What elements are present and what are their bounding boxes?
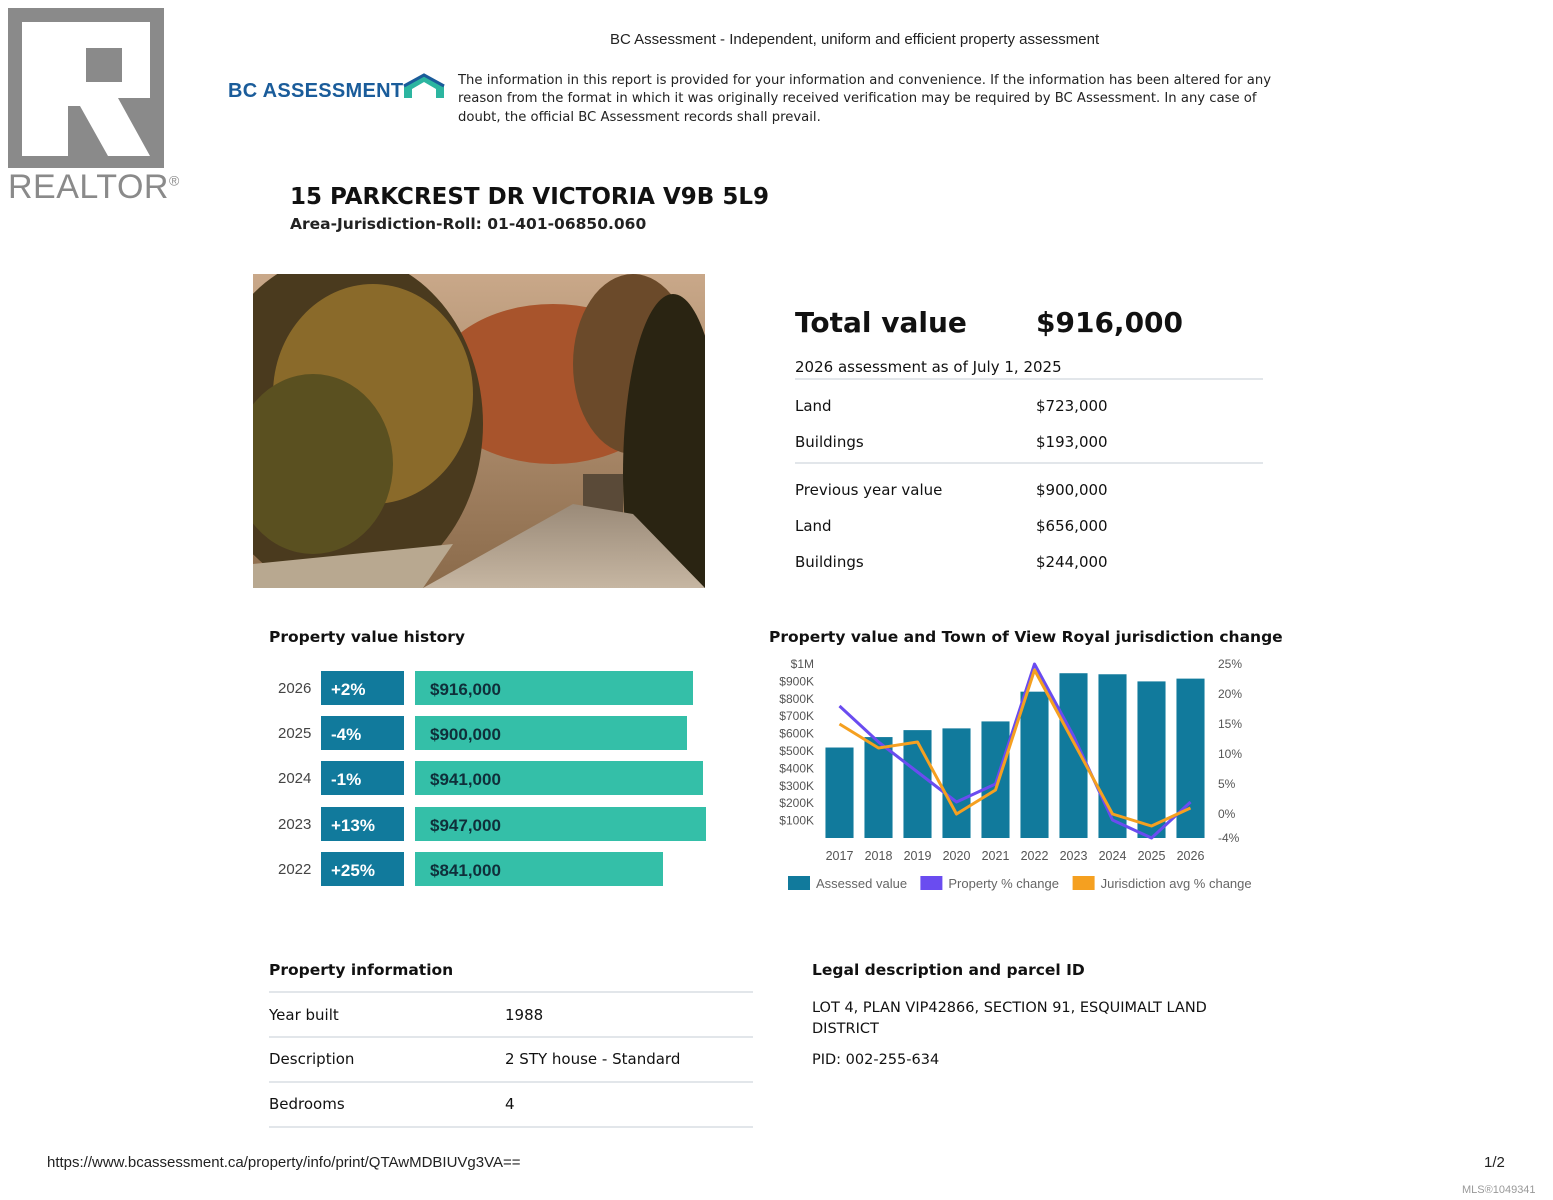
- history-year: 2023: [278, 816, 312, 833]
- legal-description: LOT 4, PLAN VIP42866, SECTION 91, ESQUIMALT LAND DISTRICT: [812, 1000, 1207, 1037]
- legal-title: Legal description and parcel ID: [812, 961, 1085, 979]
- page-number: 1/2: [1484, 1154, 1505, 1171]
- y-left-tick: $300K: [779, 778, 814, 793]
- x-tick: 2024: [1098, 849, 1127, 863]
- history-year: 2022: [278, 861, 312, 878]
- x-tick: 2022: [1020, 849, 1049, 863]
- x-tick: 2021: [981, 849, 1010, 863]
- history-year: 2025: [278, 725, 312, 742]
- history-pct: +25%: [321, 852, 404, 886]
- bedrooms-value: 4: [505, 1095, 515, 1113]
- y-right-tick: 20%: [1218, 687, 1243, 701]
- chart-bar: [864, 737, 892, 838]
- y-right-tick: -4%: [1218, 831, 1240, 845]
- y-left-tick: $100K: [779, 813, 814, 828]
- x-tick: 2025: [1137, 849, 1166, 863]
- y-right-tick: 0%: [1218, 807, 1236, 821]
- value-change-chart: [760, 650, 1260, 900]
- year-built-label: Year built: [269, 1006, 339, 1024]
- history-pct: -1%: [321, 761, 404, 795]
- divider: [795, 378, 1263, 380]
- current-land-label: Land: [795, 397, 832, 415]
- legend-label: Jurisdiction avg % change: [1100, 876, 1252, 891]
- history-year: 2026: [278, 680, 312, 697]
- property-photo: [253, 274, 705, 588]
- total-value-amount: $916,000: [1036, 306, 1184, 339]
- realtor-logo-text: REALTOR®: [8, 168, 180, 206]
- x-tick: 2020: [942, 849, 971, 863]
- y-left-tick: $200K: [779, 796, 814, 811]
- previous-year-value: $900,000: [1036, 481, 1108, 499]
- y-left-tick: $600K: [779, 726, 814, 741]
- divider: [269, 1126, 753, 1128]
- parcel-id: PID: 002-255-634: [812, 1052, 940, 1068]
- y-right-tick: 25%: [1218, 657, 1243, 671]
- divider: [795, 462, 1263, 464]
- chart-bar: [1137, 681, 1165, 838]
- current-land-value: $723,000: [1036, 397, 1108, 415]
- current-buildings-label: Buildings: [795, 433, 864, 451]
- y-left-tick: $500K: [779, 744, 814, 758]
- chart-bar: [1020, 692, 1048, 838]
- assessment-date-note: 2026 assessment as of July 1, 2025: [795, 358, 1062, 376]
- history-value-bar: $941,000: [415, 761, 703, 795]
- x-tick: 2019: [903, 849, 932, 863]
- bedrooms-label: Bedrooms: [269, 1095, 345, 1113]
- year-built-value: 1988: [505, 1006, 544, 1024]
- legend-swatch: [920, 876, 942, 890]
- history-year: 2024: [278, 770, 312, 787]
- property-address: 15 PARKCREST DR VICTORIA V9B 5L9: [290, 184, 769, 210]
- realtor-logo-mark: [8, 8, 164, 168]
- y-left-tick: $900K: [779, 674, 814, 689]
- legend-label: Assessed value: [816, 876, 908, 891]
- divider: [269, 991, 753, 993]
- y-right-tick: 10%: [1218, 747, 1243, 761]
- history-pct: -4%: [321, 716, 404, 750]
- x-tick: 2023: [1059, 849, 1088, 863]
- chart-bar: [903, 730, 931, 838]
- description-value: 2 STY house - Standard: [505, 1050, 681, 1068]
- previous-buildings-label: Buildings: [795, 553, 864, 571]
- print-page-title: BC Assessment - Independent, uniform and efficient property assessment: [610, 31, 1100, 48]
- x-tick: 2026: [1176, 849, 1205, 863]
- y-right-tick: 15%: [1218, 717, 1243, 731]
- history-pct: +13%: [321, 807, 404, 841]
- previous-land-label: Land: [795, 517, 832, 535]
- y-left-tick: $400K: [779, 761, 814, 776]
- previous-buildings-value: $244,000: [1036, 553, 1108, 571]
- history-value-bar: $900,000: [415, 716, 687, 750]
- description-label: Description: [269, 1050, 355, 1068]
- history-title: Property value history: [269, 628, 466, 646]
- roll-number: Area-Jurisdiction-Roll: 01-401-06850.060: [290, 215, 647, 233]
- y-left-tick: $1M: [790, 657, 814, 671]
- divider: [269, 1036, 753, 1038]
- bc-assessment-logo: BC ASSESSMENT: [228, 80, 404, 102]
- history-value-bar: $916,000: [415, 671, 693, 705]
- disclaimer-text: The information in this report is provided for your information and convenience. If the information has been altered for any reason from the format in which it was originally received verification may be required by BC Assessment. In any case of doubt, the official BC Assessment records shall prevail.: [458, 73, 1272, 125]
- y-right-tick: 5%: [1218, 777, 1236, 791]
- chart-bar: [942, 728, 970, 838]
- y-left-tick: $800K: [779, 691, 814, 706]
- x-tick: 2017: [825, 849, 854, 863]
- history-value-bar: $947,000: [415, 807, 706, 841]
- legend-swatch: [788, 876, 810, 890]
- property-info-title: Property information: [269, 961, 454, 979]
- divider: [269, 1081, 753, 1083]
- chart-bar: [825, 748, 853, 838]
- bc-assessment-roof-icon: [402, 72, 446, 105]
- history-pct: +2%: [321, 671, 404, 705]
- previous-year-label: Previous year value: [795, 481, 943, 499]
- previous-land-value: $656,000: [1036, 517, 1108, 535]
- current-buildings-value: $193,000: [1036, 433, 1108, 451]
- chart-title: Property value and Town of View Royal jurisdiction change: [769, 628, 1283, 646]
- print-url: https://www.bcassessment.ca/property/info/print/QTAwMDBIUVg3VA==: [47, 1154, 521, 1171]
- y-left-tick: $700K: [779, 709, 814, 724]
- mls-number: MLS®1049341: [1462, 1184, 1536, 1196]
- legend-swatch: [1073, 876, 1095, 890]
- total-value-label: Total value: [795, 306, 967, 339]
- x-tick: 2018: [864, 849, 893, 863]
- history-value-bar: $841,000: [415, 852, 663, 886]
- legend-label: Property % change: [948, 876, 1059, 891]
